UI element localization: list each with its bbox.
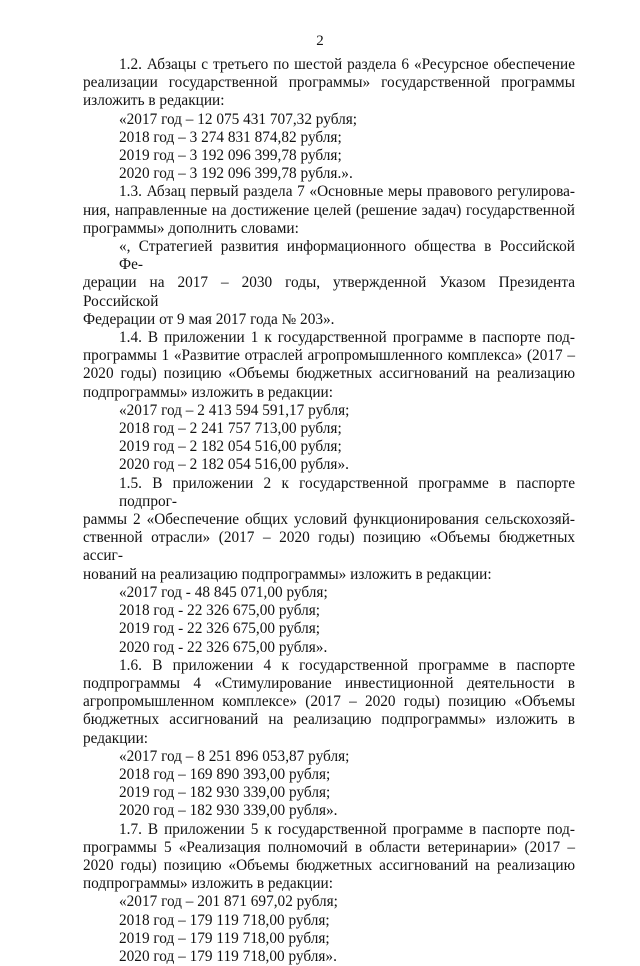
text-line: дерации на 2017 – 2030 годы, утвержденной Указом Президента Российской [83, 274, 575, 310]
text-line: 2020 год – 182 930 339,00 рубля». [119, 802, 338, 820]
paragraph-block [83, 56, 575, 183]
text-line: нований на реализацию подпрограммы» изложить в редакции: [83, 565, 492, 583]
text-line: 2020 годы) позицию «Объемы бюджетных ассигнований на реализацию [83, 365, 575, 383]
text-line: «2017 год – 2 413 594 591,17 рубля; [119, 401, 350, 419]
text-line: 2018 год – 3 274 831 874,82 рубля; [119, 128, 342, 146]
text-line: «2017 год – 201 871 697,02 рубля; [119, 893, 338, 911]
text-line: 2020 год – 3 192 096 399,78 рубля.». [119, 165, 353, 183]
page-number: 2 [316, 33, 324, 49]
text-line: 2019 год – 2 182 054 516,00 рубля; [119, 438, 342, 456]
text-line: 2020 год – 2 182 054 516,00 рубля». [119, 456, 349, 474]
text-line: подпрограммы» изложить в редакции: [83, 875, 333, 893]
text-line: 2020 год – 179 119 718,00 рубля». [119, 947, 337, 965]
text-line: «, Стратегией развития информационного общества в Российской Фе- [119, 238, 575, 274]
text-line: 1.2. Абзацы с третьего по шестой раздела 6 «Ресурсное обеспечение [119, 56, 575, 73]
text-line: агропромышленном комплексе» (2017 – 2020 годы) позицию «Объемы [83, 693, 575, 711]
text-line: 2019 год - 22 326 675,00 рубля; [119, 620, 321, 638]
text-line: ния, направленные на достижение целей (решение задач) государственной [83, 201, 575, 219]
text-line: «2017 год – 8 251 896 053,87 рубля; [119, 747, 350, 765]
text-line: 2020 годы) позицию «Объемы бюджетных ассигнований на реализацию [83, 856, 575, 874]
text-line: «2017 год – 12 075 431 707,32 рубля; [119, 110, 358, 128]
text-line: 1.5. В приложении 2 к государственной программе в паспорте подпрог- [119, 474, 575, 510]
text-line: редакции: [83, 729, 149, 747]
text-line: 2019 год – 182 930 339,00 рубля; [119, 784, 331, 802]
text-line: «2017 год - 48 845 071,00 рубля; [119, 583, 328, 601]
text-line: 1.4. В приложении 1 к государственной программе в паспорте под- [119, 329, 575, 347]
text-line: подпрограммы» изложить в редакции: [83, 383, 333, 401]
text-line: 2020 год - 22 326 675,00 рубля». [119, 638, 328, 656]
paragraph-block [83, 183, 575, 329]
document-body [83, 56, 575, 966]
text-line: программы» дополнить словами: [83, 219, 299, 237]
text-line: ственной отрасли» (2017 – 2020 годы) позицию «Объемы бюджетных ассиг- [83, 529, 575, 565]
text-line: изложить в редакции: [83, 92, 225, 110]
text-line: программы 1 «Развитие отраслей агропромышленного комплекса» (2017 – [83, 347, 575, 365]
text-line: 2018 год – 169 890 393,00 рубля; [119, 765, 331, 783]
text-line: программы 5 «Реализация полномочий в области ветеринарии» (2017 – [83, 838, 575, 856]
text-line: подпрограммы 4 «Стимулирование инвестиционной деятельности в [83, 674, 575, 692]
text-line: Федерации от 9 мая 2017 года № 203». [83, 310, 335, 328]
paragraph-block [83, 657, 575, 821]
text-line: бюджетных ассигнований на реализацию подпрограммы» изложить в [83, 711, 575, 729]
text-line: 2018 год – 179 119 718,00 рубля; [119, 911, 330, 929]
paragraph-block [83, 329, 575, 475]
text-line: раммы 2 «Обеспечение общих условий функционирования сельскохозяй- [83, 511, 575, 529]
paragraph-block [83, 821, 575, 966]
text-line: 1.3. Абзац первый раздела 7 «Основные меры правового регулирова- [119, 183, 575, 201]
paragraph-block [83, 475, 575, 657]
text-line: 2019 год – 179 119 718,00 рубля; [119, 929, 330, 947]
text-line: 2019 год – 3 192 096 399,78 рубля; [119, 147, 342, 165]
text-line: 1.6. В приложении 4 к государственной программе в паспорте [119, 656, 575, 674]
text-line: 2018 год – 2 241 757 713,00 рубля; [119, 420, 342, 438]
text-line: 2018 год - 22 326 675,00 рубля; [119, 602, 321, 620]
text-line: реализации государственной программы» государственной программы [83, 74, 575, 92]
text-line: 1.7. В приложении 5 к государственной программе в паспорте под- [119, 820, 575, 838]
